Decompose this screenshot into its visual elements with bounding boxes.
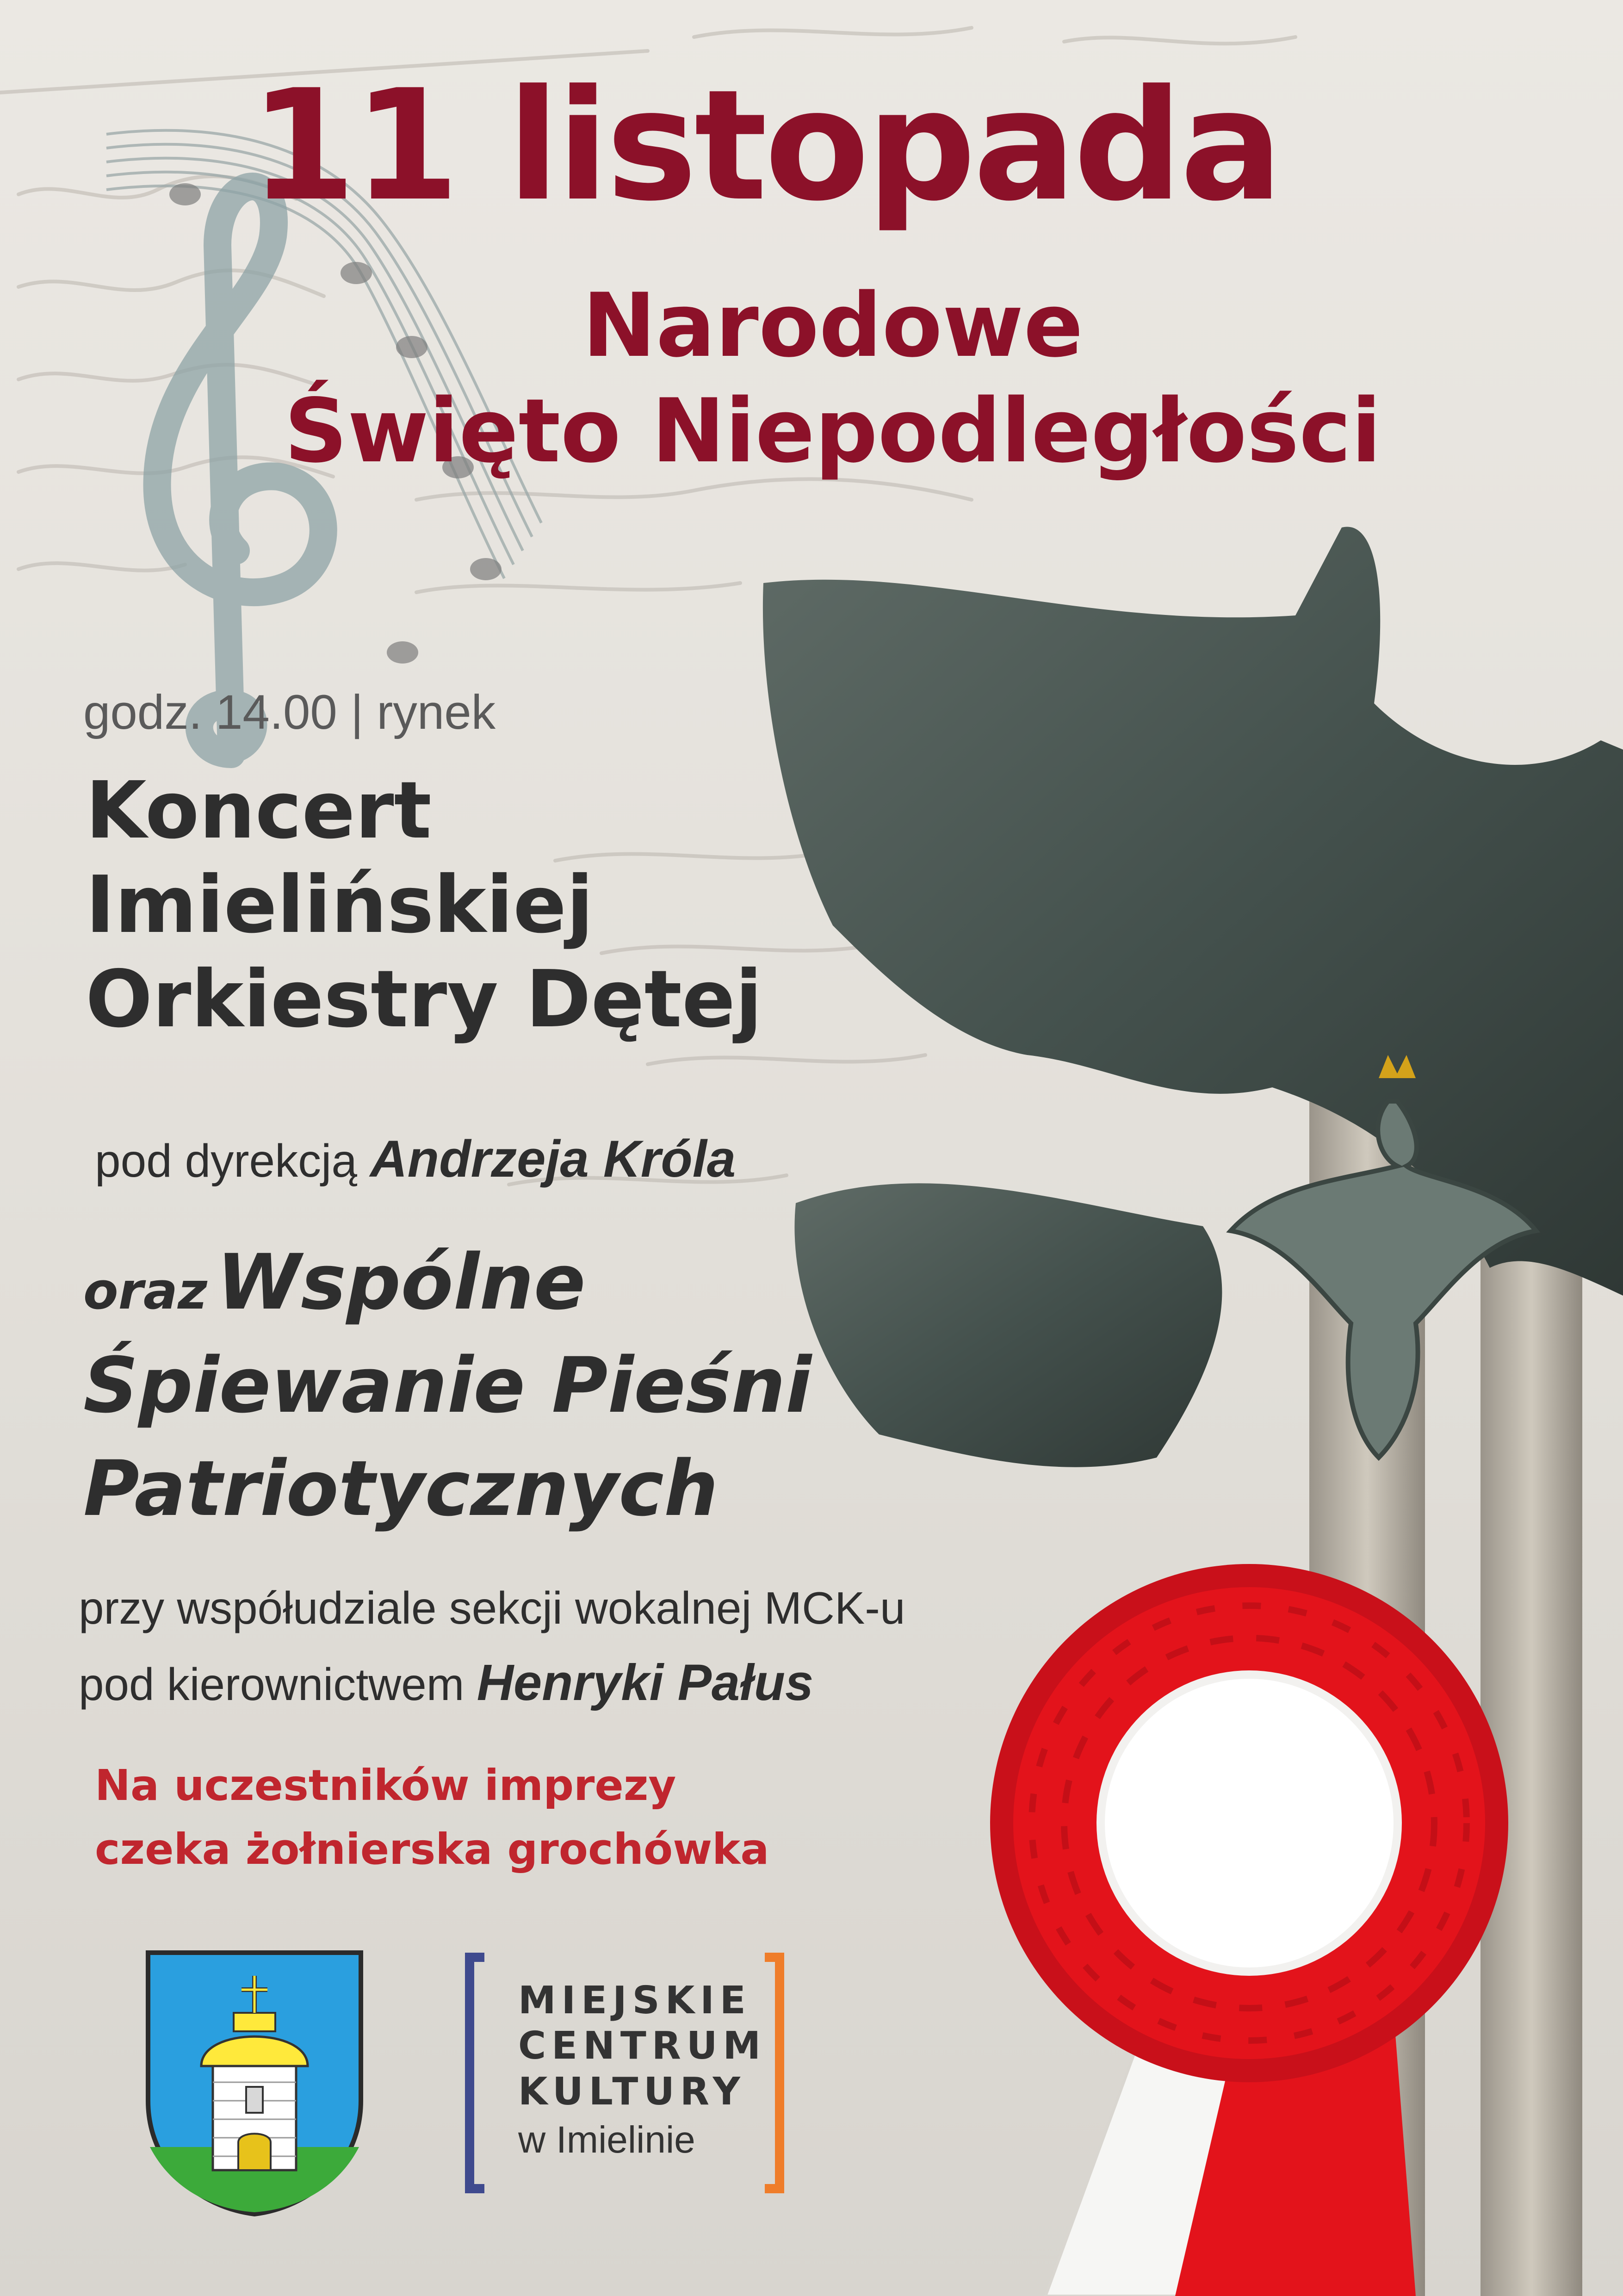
conductor-prefix: pod dyrekcją — [95, 1135, 357, 1187]
mck-bracket-right — [765, 1953, 784, 2193]
soup-line2: czeka żołnierska grochówka — [95, 1824, 769, 1874]
concert-title — [86, 763, 762, 1047]
holiday-title-line1: Narodowe — [582, 274, 1084, 377]
rosette-petals — [990, 1564, 1508, 2082]
support-prefix: pod kierownictwem — [79, 1658, 465, 1710]
event-date-title: 11 listopada — [250, 57, 1281, 235]
singing-oraz: oraz — [83, 1261, 208, 1321]
holiday-title — [231, 273, 1434, 484]
concert-line2: Imielińskiej — [86, 859, 594, 951]
singing-title — [83, 1231, 812, 1540]
conductor-line — [95, 1129, 736, 1189]
bronze-cross-arm — [794, 1183, 1222, 1467]
cockade-rosette — [925, 1564, 1555, 2296]
mck-line3: KULTURY — [518, 2069, 746, 2114]
coat-of-arms-logo — [143, 1948, 365, 2216]
mck-line1: MIEJSKIE — [518, 1979, 751, 2023]
support-name: Henryki Pałus — [477, 1654, 814, 1711]
mck-line2: CENTRUM — [518, 2024, 767, 2068]
mck-logo — [465, 1953, 784, 2193]
support-line2 — [79, 1644, 905, 1723]
mck-bracket-left — [465, 1953, 484, 2193]
concert-line1: Koncert — [86, 765, 432, 856]
support-line1: przy współudziale sekcji wokalnej MCK-u — [79, 1582, 905, 1633]
singing-line3: Patriotycznych — [83, 1444, 719, 1533]
mck-line4: w Imielinie — [518, 2119, 695, 2161]
time-and-place: godz. 14.00 | rynek — [83, 685, 496, 739]
singing-line1: Wspólne — [217, 1238, 586, 1327]
holiday-title-line2: Święto Niepodległości — [284, 380, 1381, 482]
pea-soup-note — [95, 1754, 769, 1881]
bronze-wing — [763, 527, 1623, 1296]
concert-line3: Orkiestry Dętej — [86, 954, 762, 1045]
conductor-name: Andrzeja Króla — [370, 1130, 736, 1188]
vocal-section-credit — [79, 1573, 905, 1722]
singing-line2: Śpiewanie Pieśni — [83, 1340, 812, 1430]
soup-line1: Na uczestników imprezy — [95, 1761, 676, 1810]
